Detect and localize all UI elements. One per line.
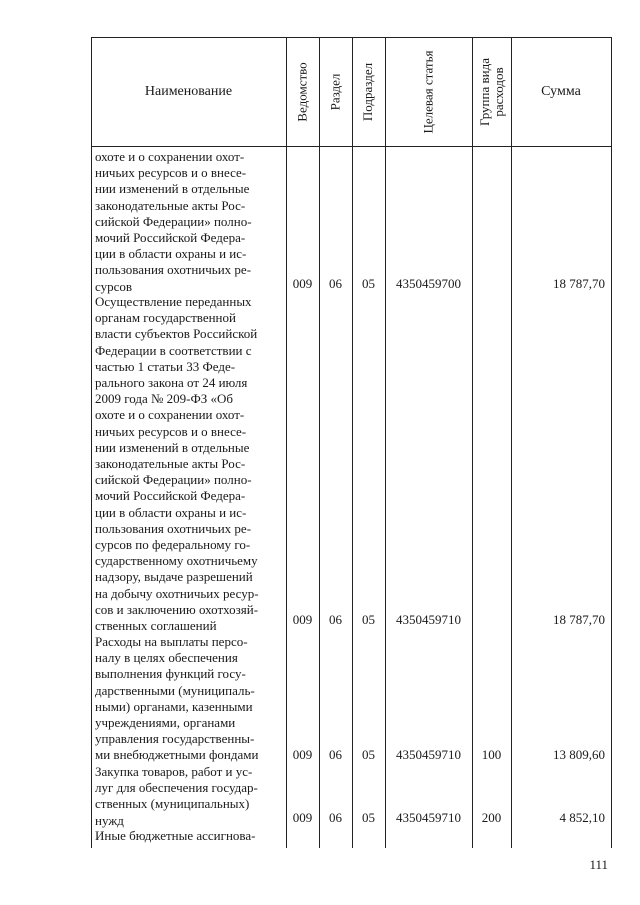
name-line: ными) органами, казенными [95, 698, 253, 714]
cell-summa: 13 809,60 [553, 747, 605, 762]
name-line: 2009 года № 209-ФЗ «Об [95, 391, 234, 407]
cell-podrazdel: 05 [362, 612, 375, 627]
name-line: нии изменений в отдельные [95, 439, 250, 455]
name-line: нужд [95, 812, 124, 828]
name-line: ственных соглашений [95, 618, 217, 634]
cell-gruppa: 200 [481, 810, 502, 825]
name-line: сийской Федерации» полно- [95, 472, 252, 488]
name-line: охоте и о сохранении охот- [95, 149, 245, 164]
name-line: сурсов [95, 278, 133, 294]
header-tsel-text: Целевая статья [420, 49, 436, 134]
page-number: 111 [589, 857, 608, 872]
cell-razdel: 06 [329, 810, 342, 825]
cell-ved: 009 [292, 747, 313, 762]
name-line: законодательные акты Рос- [95, 197, 246, 213]
name-line: выполнения функций госу- [95, 666, 246, 682]
row-name [95, 634, 278, 764]
row-name [95, 828, 278, 844]
cell-tsel: 4350459710 [396, 747, 461, 762]
name-line: рального закона от 24 июля [95, 375, 248, 391]
name-line: ничьих ресурсов и о внесе- [95, 165, 247, 181]
cell-podrazdel: 05 [362, 810, 375, 825]
table-row [91, 634, 611, 764]
name-line: охоте и о сохранении охот- [95, 407, 245, 423]
name-line: учреждениями, органами [95, 715, 236, 731]
row-name [95, 764, 278, 829]
name-line: сов и заключению охотхозяй- [95, 601, 259, 617]
col-border-right [611, 37, 612, 848]
name-line: частью 1 статьи 33 Феде- [95, 358, 236, 374]
header-razdel-text: Раздел [327, 73, 343, 110]
name-line: ми внебюджетными фондами [95, 747, 259, 763]
header-ved [286, 37, 319, 146]
name-line: сийской Федерации» полно- [95, 213, 252, 229]
header-gruppa [472, 37, 511, 146]
cell-tsel: 4350459700 [396, 276, 461, 291]
name-line: Иные бюджетные ассигнова- [95, 828, 256, 843]
name-line: органам государственной [95, 310, 236, 326]
name-line: сурсов по федеральному го- [95, 537, 251, 553]
cell-podrazdel: 05 [362, 276, 375, 291]
name-line: законодательные акты Рос- [95, 456, 246, 472]
cell-tsel: 4350459710 [396, 810, 461, 825]
cell-razdel: 06 [329, 276, 342, 291]
cell-podrazdel: 05 [362, 747, 375, 762]
name-line: Закупка товаров, работ и ус- [95, 764, 253, 779]
header-name-text: Наименование [144, 83, 233, 99]
cell-summa: 18 787,70 [553, 612, 605, 627]
name-line: надзору, выдаче разрешений [95, 569, 253, 585]
cell-summa: 4 852,10 [559, 810, 605, 825]
name-line: Расходы на выплаты персо- [95, 634, 248, 649]
cell-razdel: 06 [329, 612, 342, 627]
name-line: мочий Российской Федера- [95, 230, 246, 246]
header-bottom-border [91, 146, 611, 147]
name-line: власти субъектов Российской [95, 326, 258, 342]
name-line: пользования охотничьих ре- [95, 262, 252, 278]
header-ved-text: Ведомство [294, 61, 310, 122]
cell-summa: 18 787,70 [553, 276, 605, 291]
cell-tsel: 4350459710 [396, 612, 461, 627]
name-line: Осуществление переданных [95, 294, 252, 309]
name-line: сударственному охотничьему [95, 553, 258, 569]
table-row [91, 149, 611, 295]
name-line: на добычу охотничьих ресур- [95, 585, 259, 601]
header-podrazdel-text: Подраздел [360, 62, 376, 121]
header-podrazdel [352, 37, 385, 146]
cell-gruppa: 100 [481, 747, 502, 762]
cell-ved: 009 [292, 810, 313, 825]
name-line: управления государственны- [95, 731, 255, 747]
name-line: пользования охотничьих ре- [95, 520, 252, 536]
cell-razdel: 06 [329, 747, 342, 762]
name-line: ции в области охраны и ис- [95, 246, 247, 262]
name-line: налу в целях обеспечения [95, 650, 238, 666]
name-line: ции в области охраны и ис- [95, 504, 247, 520]
cell-ved: 009 [292, 276, 313, 291]
header-gruppa-text [478, 58, 506, 126]
name-line: дарственными (муниципаль- [95, 682, 255, 698]
name-line: Федерации в соответствии с [95, 342, 252, 358]
header-tsel [385, 37, 472, 146]
name-line: нии изменений в отдельные [95, 181, 250, 197]
row-name [95, 149, 278, 295]
header-gruppa-line2: расходов [490, 66, 506, 117]
header-razdel [319, 37, 352, 146]
table-row [91, 764, 611, 830]
table-row [91, 294, 611, 634]
header-summa-text: Сумма [541, 83, 581, 99]
name-line: мочий Российской Федера- [95, 488, 246, 504]
name-line: луг для обеспечения государ- [95, 780, 258, 796]
header-name [91, 37, 286, 146]
name-line: ничьих ресурсов и о внесе- [95, 423, 247, 439]
table-row [91, 828, 611, 848]
header-summa [511, 37, 611, 146]
cell-ved: 009 [292, 612, 313, 627]
name-line: ственных (муниципальных) [95, 796, 250, 812]
header-gruppa-line1: Группа вида [476, 57, 492, 126]
row-name [95, 294, 278, 634]
